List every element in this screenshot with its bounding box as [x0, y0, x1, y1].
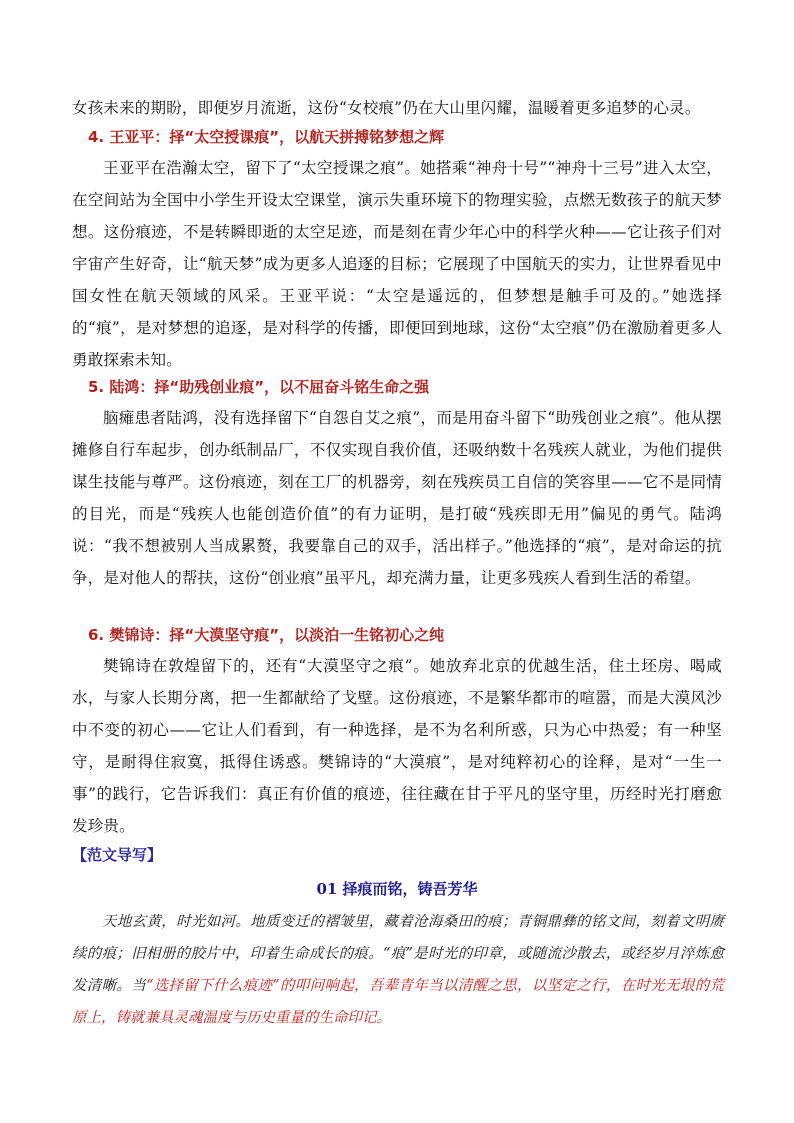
paragraph-lu-hong: 脑瘫患者陆鸿，没有选择留下“自怨自艾之痕”，而是用奋斗留下“助残创业之痕”。他从摆摊修自行车起步，创办纸制品厂，不仅实现自我价值，还吸纳数十名残疾人就业，为他们提供谋生技能与尊严。这份痕迹，刻在工厂的机器旁，刻在残疾员工自信的笑容里——它不是同情的目光，而是“残疾人也能创造价值”的有力证明，是打破“残疾即无用”偏见的勇气。陆鸿说：“我不想被别人当成累赘，我要靠自己的双手，活出样子。”他选择的“痕”，是对命运的抗争，是对他人的帮扶，这份“创业痕”虽平凡，却充满力量，让更多残疾人看到生活的希望。	[72, 409, 722, 587]
heading-wang-yaping: 4. 王亚平：择“太空授课痕”，以航天拼搏铭梦想之辉	[88, 128, 445, 146]
section-label-model-essay: 【范文导写】	[72, 846, 163, 864]
paragraph-fan-jinshi: 樊锦诗在敦煌留下的，还有“大漠坚守之痕”。她放弃北京的优越生活，住土坯房、喝咸水，与家人长期分离，把一生都献给了戈壁。这份痕迹，不是繁华都市的喧嚣，而是大漠风沙中不变的初心——它让人们看到，有一种选择，是不为名利所惑，只为心中热爱；有一种坚守，是耐得住寂寞，抵得住诱惑。樊锦诗的“大漠痕”，是对纯粹初心的诠释，是对“一生一事”的践行，它告诉我们：真正有价值的痕迹，往往藏在甘于平凡的坚守里，历经时光打磨愈发珍贵。	[72, 657, 722, 835]
essay-thesis-text: “选择留下什么痕迹”的叩问响起，吾辈青年当以清醒之思，以坚定之行，在时光无垠的荒原上，铸就兼具灵魂温度与历史重量的生命印记。	[72, 978, 725, 1026]
heading-fan-jinshi: 6. 樊锦诗：择“大漠坚守痕”，以淡泊一生铭初心之纯	[88, 626, 445, 644]
essay-opening-text: 天地玄黄，时光如河。地质变迁的褶皱里，藏着沧海桑田的痕；青铜鼎彝的铭文间，刻着文明赓续的痕；旧相册的胶片中，印着生命成长的痕。“痕”是时光的印章，或随流沙散去，或经岁月淬炼愈发清晰。当	[72, 914, 724, 994]
essay-opening-paragraph	[72, 906, 724, 1034]
paragraph-girls-school-ending: 女孩未来的期盼，即便岁月流逝，这份“女校痕”仍在大山里闪耀，温暖着更多追梦的心灵。	[72, 99, 701, 117]
heading-lu-hong: 5. 陆鸿：择“助残创业痕”，以不屈奋斗铭生命之强	[88, 378, 430, 396]
paragraph-wang-yaping: 王亚平在浩瀚太空，留下了“太空授课之痕”。她搭乘“神舟十号”“神舟十三号”进入太空，在空间站为全国中小学生开设太空课堂，演示失重环境下的物理实验，点燃无数孩子的航天梦想。这份痕迹，不是转瞬即逝的太空足迹，而是刻在青少年心中的科学火种——它让孩子们对宇宙产生好奇，让“航天梦”成为更多人追逐的目标；它展现了中国航天的实力，让世界看见中国女性在航天领域的风采。王亚平说：“太空是遥远的，但梦想是触手可及的。”她选择的“痕”，是对梦想的追逐，是对科学的传播，即便回到地球，这份“太空痕”仍在激励着更多人勇敢探索未知。	[72, 159, 722, 369]
essay-title: 01 择痕而铭，铸吾芳华	[316, 880, 478, 898]
